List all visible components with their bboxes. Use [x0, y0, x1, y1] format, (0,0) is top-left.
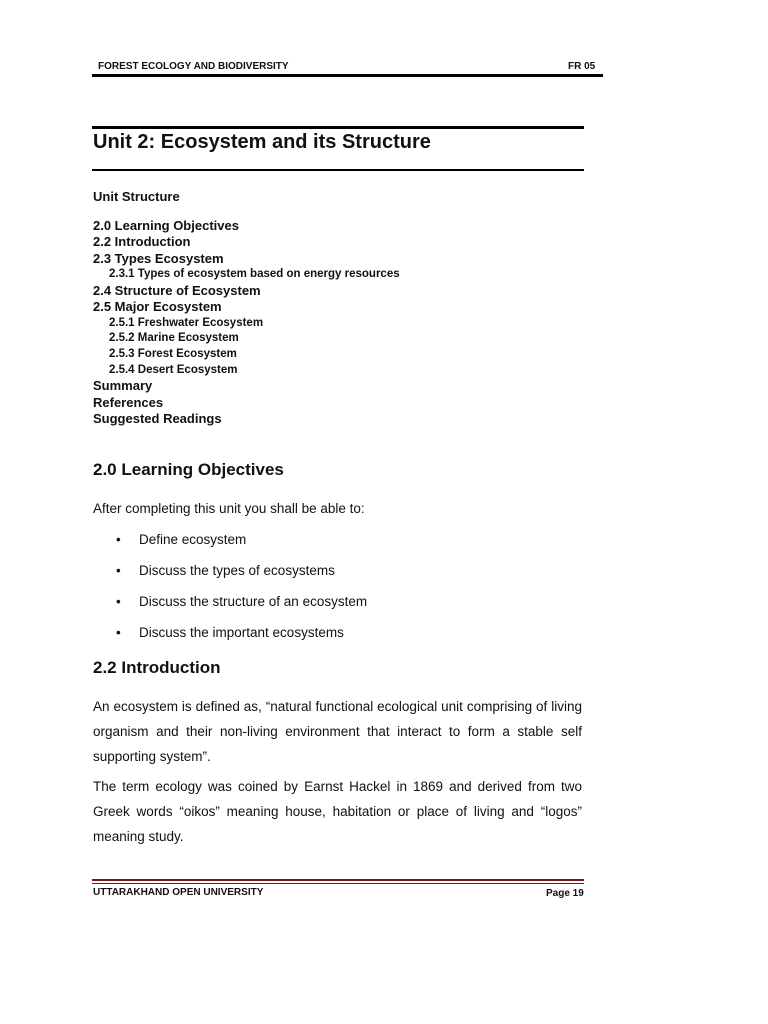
toc-item: 2.4 Structure of Ecosystem: [93, 282, 261, 298]
title-rule-bottom: [92, 169, 584, 171]
bullet-icon: •: [116, 625, 121, 640]
objectives-list: [116, 531, 367, 655]
toc-subitem: 2.3.1 Types of ecosystem based on energy resources: [109, 268, 400, 281]
objective-text: Discuss the important ecosystems: [139, 625, 344, 640]
toc-item: Summary: [93, 378, 153, 394]
page-number: Page 19: [546, 888, 584, 899]
toc-item: Suggested Readings: [93, 411, 222, 427]
unit-title: Unit 2: Ecosystem and its Structure: [93, 131, 431, 153]
title-rule-top: [92, 126, 584, 129]
running-header-code: FR 05: [568, 61, 596, 72]
learning-objectives-heading: 2.0 Learning Objectives: [93, 460, 284, 479]
toc-item: 2.2 Introduction: [93, 234, 191, 250]
running-header-course: FOREST ECOLOGY AND BIODIVERSITY: [98, 61, 289, 72]
list-item: [116, 593, 367, 624]
toc-item: 2.5 Major Ecosystem: [93, 299, 222, 315]
list-item: [116, 562, 367, 593]
objective-text: Discuss the structure of an ecosystem: [139, 594, 368, 609]
unit-structure-heading: Unit Structure: [93, 189, 180, 204]
unit-structure-list: [93, 218, 400, 428]
objective-text: Discuss the types of ecosystems: [139, 563, 335, 578]
introduction-paragraph: The term ecology was coined by Earnst Hackel in 1869 and derived from two Greek words “oikos” meaning house, habitation or place of living and “logos” meaning study.: [93, 779, 582, 844]
introduction-paragraph: An ecosystem is defined as, “natural functional ecological unit comprising of living organism and their non-living environment that interact to form a stable self supporting system”.: [93, 699, 582, 764]
objective-text: Define ecosystem: [139, 532, 247, 547]
footer-rule: [92, 879, 584, 881]
toc-item: 2.3 Types Ecosystem: [93, 250, 224, 266]
bullet-icon: •: [116, 594, 121, 609]
toc-subitem: 2.5.2 Marine Ecosystem: [109, 332, 239, 345]
toc-item: 2.0 Learning Objectives: [93, 218, 239, 233]
toc-subitem: 2.5.4 Desert Ecosystem: [109, 363, 238, 376]
footer-rule-thin: [92, 883, 584, 884]
bullet-icon: •: [116, 532, 121, 547]
toc-subitem: 2.5.3 Forest Ecosystem: [109, 348, 237, 361]
bullet-icon: •: [116, 563, 121, 578]
list-item: [116, 531, 367, 562]
introduction-heading: 2.2 Introduction: [93, 658, 221, 677]
toc-subitem: 2.5.1 Freshwater Ecosystem: [109, 316, 264, 329]
toc-item: References: [93, 394, 164, 410]
learning-objectives-intro: After completing this unit you shall be able to:: [93, 501, 365, 516]
header-rule: [92, 74, 603, 77]
list-item: [116, 624, 367, 655]
footer-institution: UTTARAKHAND OPEN UNIVERSITY: [93, 887, 264, 898]
